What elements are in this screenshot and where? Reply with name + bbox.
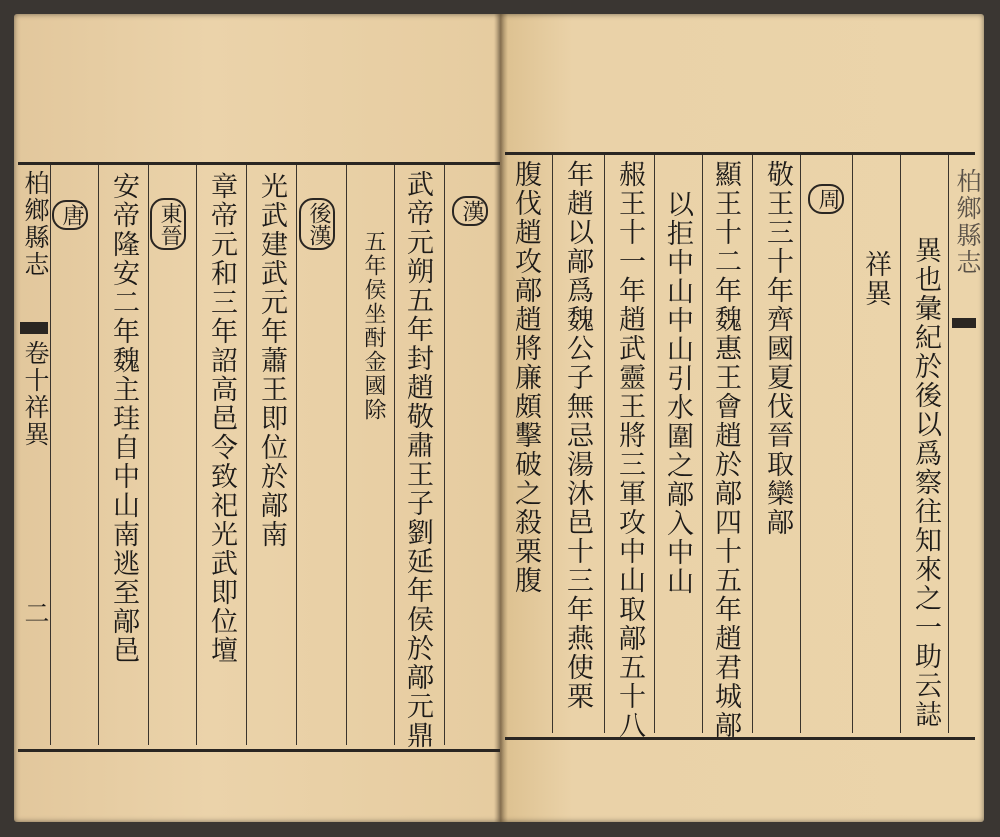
column-rule <box>752 155 753 733</box>
text-column: 安帝隆安二年魏主珪自中山南逃至鄗邑 <box>108 172 139 665</box>
era-heading-eastern-jin: 東晉 <box>150 198 186 250</box>
section-title-portents: 祥異 <box>860 250 891 308</box>
column-rule <box>98 165 99 745</box>
column-rule <box>148 165 149 745</box>
spine-fragment: 柏鄉縣志 <box>953 168 982 276</box>
fishtail-mark <box>20 322 48 334</box>
era-heading-zhou: 周 <box>808 184 844 214</box>
column-rule <box>852 155 853 733</box>
text-column: 腹伐趙攻鄗趙將廉頗擊破之殺栗腹 <box>510 160 541 595</box>
column-rule <box>604 155 605 733</box>
column-rule <box>800 155 801 733</box>
spine-section: 卷十祥異 <box>21 340 50 448</box>
column-rule <box>346 165 347 745</box>
column-rule <box>296 165 297 745</box>
column-rule <box>900 155 901 733</box>
column-rule <box>702 155 703 733</box>
text-column: 敬王三十年齊國夏伐晉取欒鄗 <box>762 160 793 537</box>
era-heading-tang: 唐 <box>52 200 88 230</box>
era-heading-han: 漢 <box>452 196 488 226</box>
column-rule <box>196 165 197 745</box>
text-column: 顯王十二年魏惠王會趙於鄗四十五年趙君城鄗 <box>710 160 741 740</box>
text-column: 異也彙紀於後以爲察往知來之一助云誌 <box>910 236 941 729</box>
spine-title: 柏鄉縣志 <box>21 170 50 278</box>
fishtail-mark <box>952 318 976 328</box>
column-rule <box>948 155 949 733</box>
text-column: 以拒中山中山引水圍之鄗入中山 <box>662 190 693 596</box>
text-column: 光武建武元年蕭王即位於鄗南 <box>256 172 287 549</box>
column-rule <box>394 165 395 745</box>
column-rule <box>50 165 51 745</box>
spine-page-number: 二 <box>21 600 50 627</box>
column-rule <box>552 155 553 733</box>
text-column: 年趙以鄗爲魏公子無忌湯沐邑十三年燕使栗 <box>562 160 593 711</box>
text-column: 赧王十一年趙武靈王將三軍攻中山取鄗五十八 <box>614 160 645 740</box>
era-heading-later-han: 後漢 <box>299 198 335 250</box>
text-column: 五年侯坐酎金國除 <box>361 230 386 422</box>
column-rule <box>654 155 655 733</box>
column-rule <box>444 165 445 745</box>
column-rule <box>246 165 247 745</box>
text-column: 章帝元和三年詔高邑令致祀光武即位壇 <box>206 172 237 665</box>
text-column: 武帝元朔五年封趙敬肅王子劉延年侯於鄗元鼎 <box>402 170 433 750</box>
